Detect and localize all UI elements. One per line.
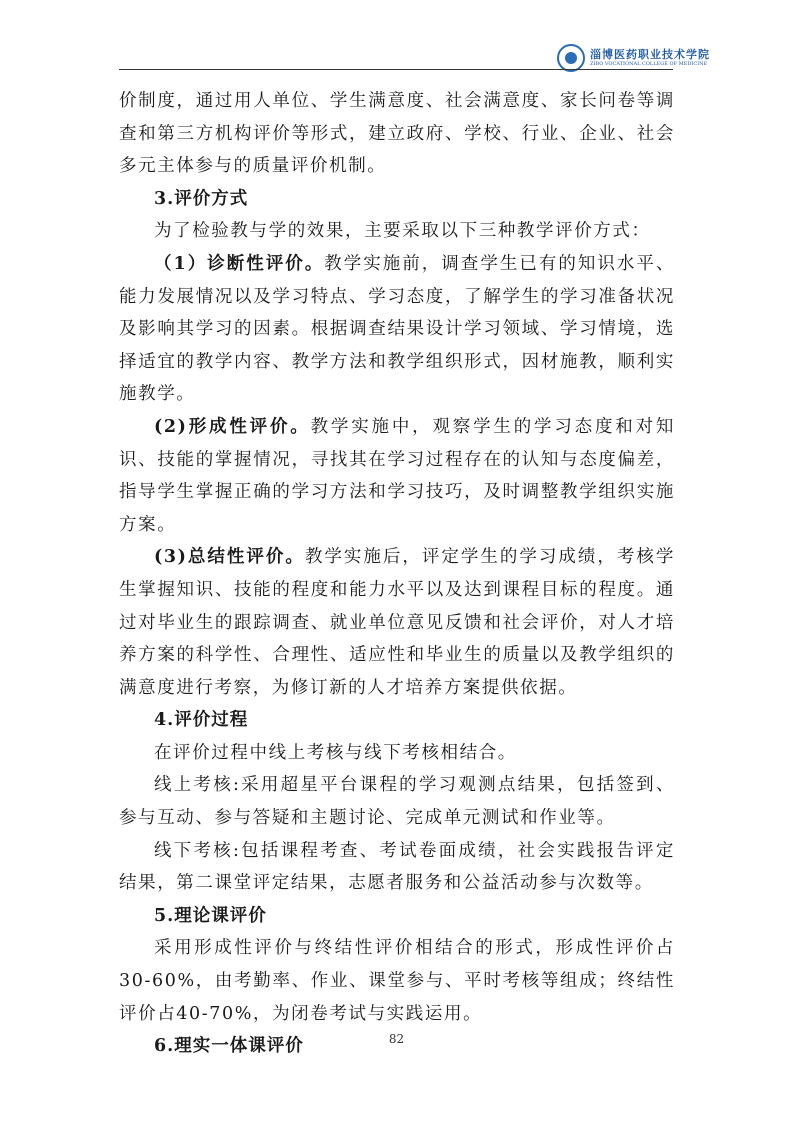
header-divider — [119, 69, 673, 70]
paragraph: 采用形成性评价与终结性评价相结合的形式，形成性评价占30-60%，由考勤率、作业、课堂参与、平时考核等组成；终结性评价占40-70%，为闭卷考试与实践运用。 — [119, 938, 675, 1024]
logo-text — [590, 48, 710, 68]
term-label: (3)总结性评价。 — [154, 547, 305, 568]
page-number: 82 — [388, 1032, 405, 1046]
paragraph: （1）诊断性评价。教学实施前，调查学生已有的知识水平、能力发展情况以及学习特点、学习态度，了解学生的学习准备状况及影响其学习的因素。根据调查结果设计学习领域、学习情境，选择适宜的教学内容、教学方法和教学组织形式，因材施教，顺利实施教学。 — [119, 253, 675, 405]
section-heading: 4.评价过程 — [154, 710, 249, 731]
term-label: (2)形成性评价。 — [154, 416, 311, 437]
college-emblem-icon — [557, 44, 585, 72]
section-heading: 6.理实一体课评价 — [154, 1036, 304, 1057]
paragraph: 价制度，通过用人单位、学生满意度、社会满意度、家长问卷等调查和第三方机构评价等形式，建立政府、学校、行业、企业、社会多元主体参与的质量评价机制。 — [119, 91, 675, 177]
paragraph: (3)总结性评价。教学实施后，评定学生的学习成绩，考核学生掌握知识、技能的程度和能力水平以及达到课程目标的程度。通过对毕业生的跟踪调查、就业单位意见反馈和社会评价，对人才培养方案的科学性、合理性、适应性和毕业生的质量以及教学组织的满意度进行考察，为修订新的人才培养方案提供依据。 — [119, 547, 676, 698]
section-heading: 5.理论课评价 — [154, 905, 267, 926]
document-body — [119, 85, 675, 1063]
logo-name: 淄博医药职业技术学院 — [590, 48, 710, 61]
paragraph: (2)形成性评价。教学实施中，观察学生的学习态度和对知识、技能的掌握情况，寻找其在学习过程存在的认知与态度偏差，指导学生掌握正确的学习方法和学习技巧，及时调整教学组织实施方案。 — [119, 416, 675, 535]
paragraph: 为了检验教与学的效果，主要采取以下三种教学评价方式： — [154, 221, 651, 242]
paragraph: 在评价过程中线上考核与线下考核相结合。 — [154, 742, 517, 763]
logo-en: ZIBO VOCATIONAL COLLEGE OF MEDICINE — [590, 61, 708, 67]
paragraph: 线上考核:采用超星平台课程的学习观测点结果，包括签到、参与互动、参与答疑和主题讨论、完成单元测试和作业等。 — [119, 775, 675, 829]
paragraph: 线下考核:包括课程考查、考试卷面成绩，社会实践报告评定结果，第二课堂评定结果，志愿者服务和公益活动参与次数等。 — [119, 840, 675, 894]
section-heading: 3.评价方式 — [154, 188, 249, 209]
term-label: （1）诊断性评价。 — [154, 253, 325, 274]
college-logo — [557, 44, 710, 72]
